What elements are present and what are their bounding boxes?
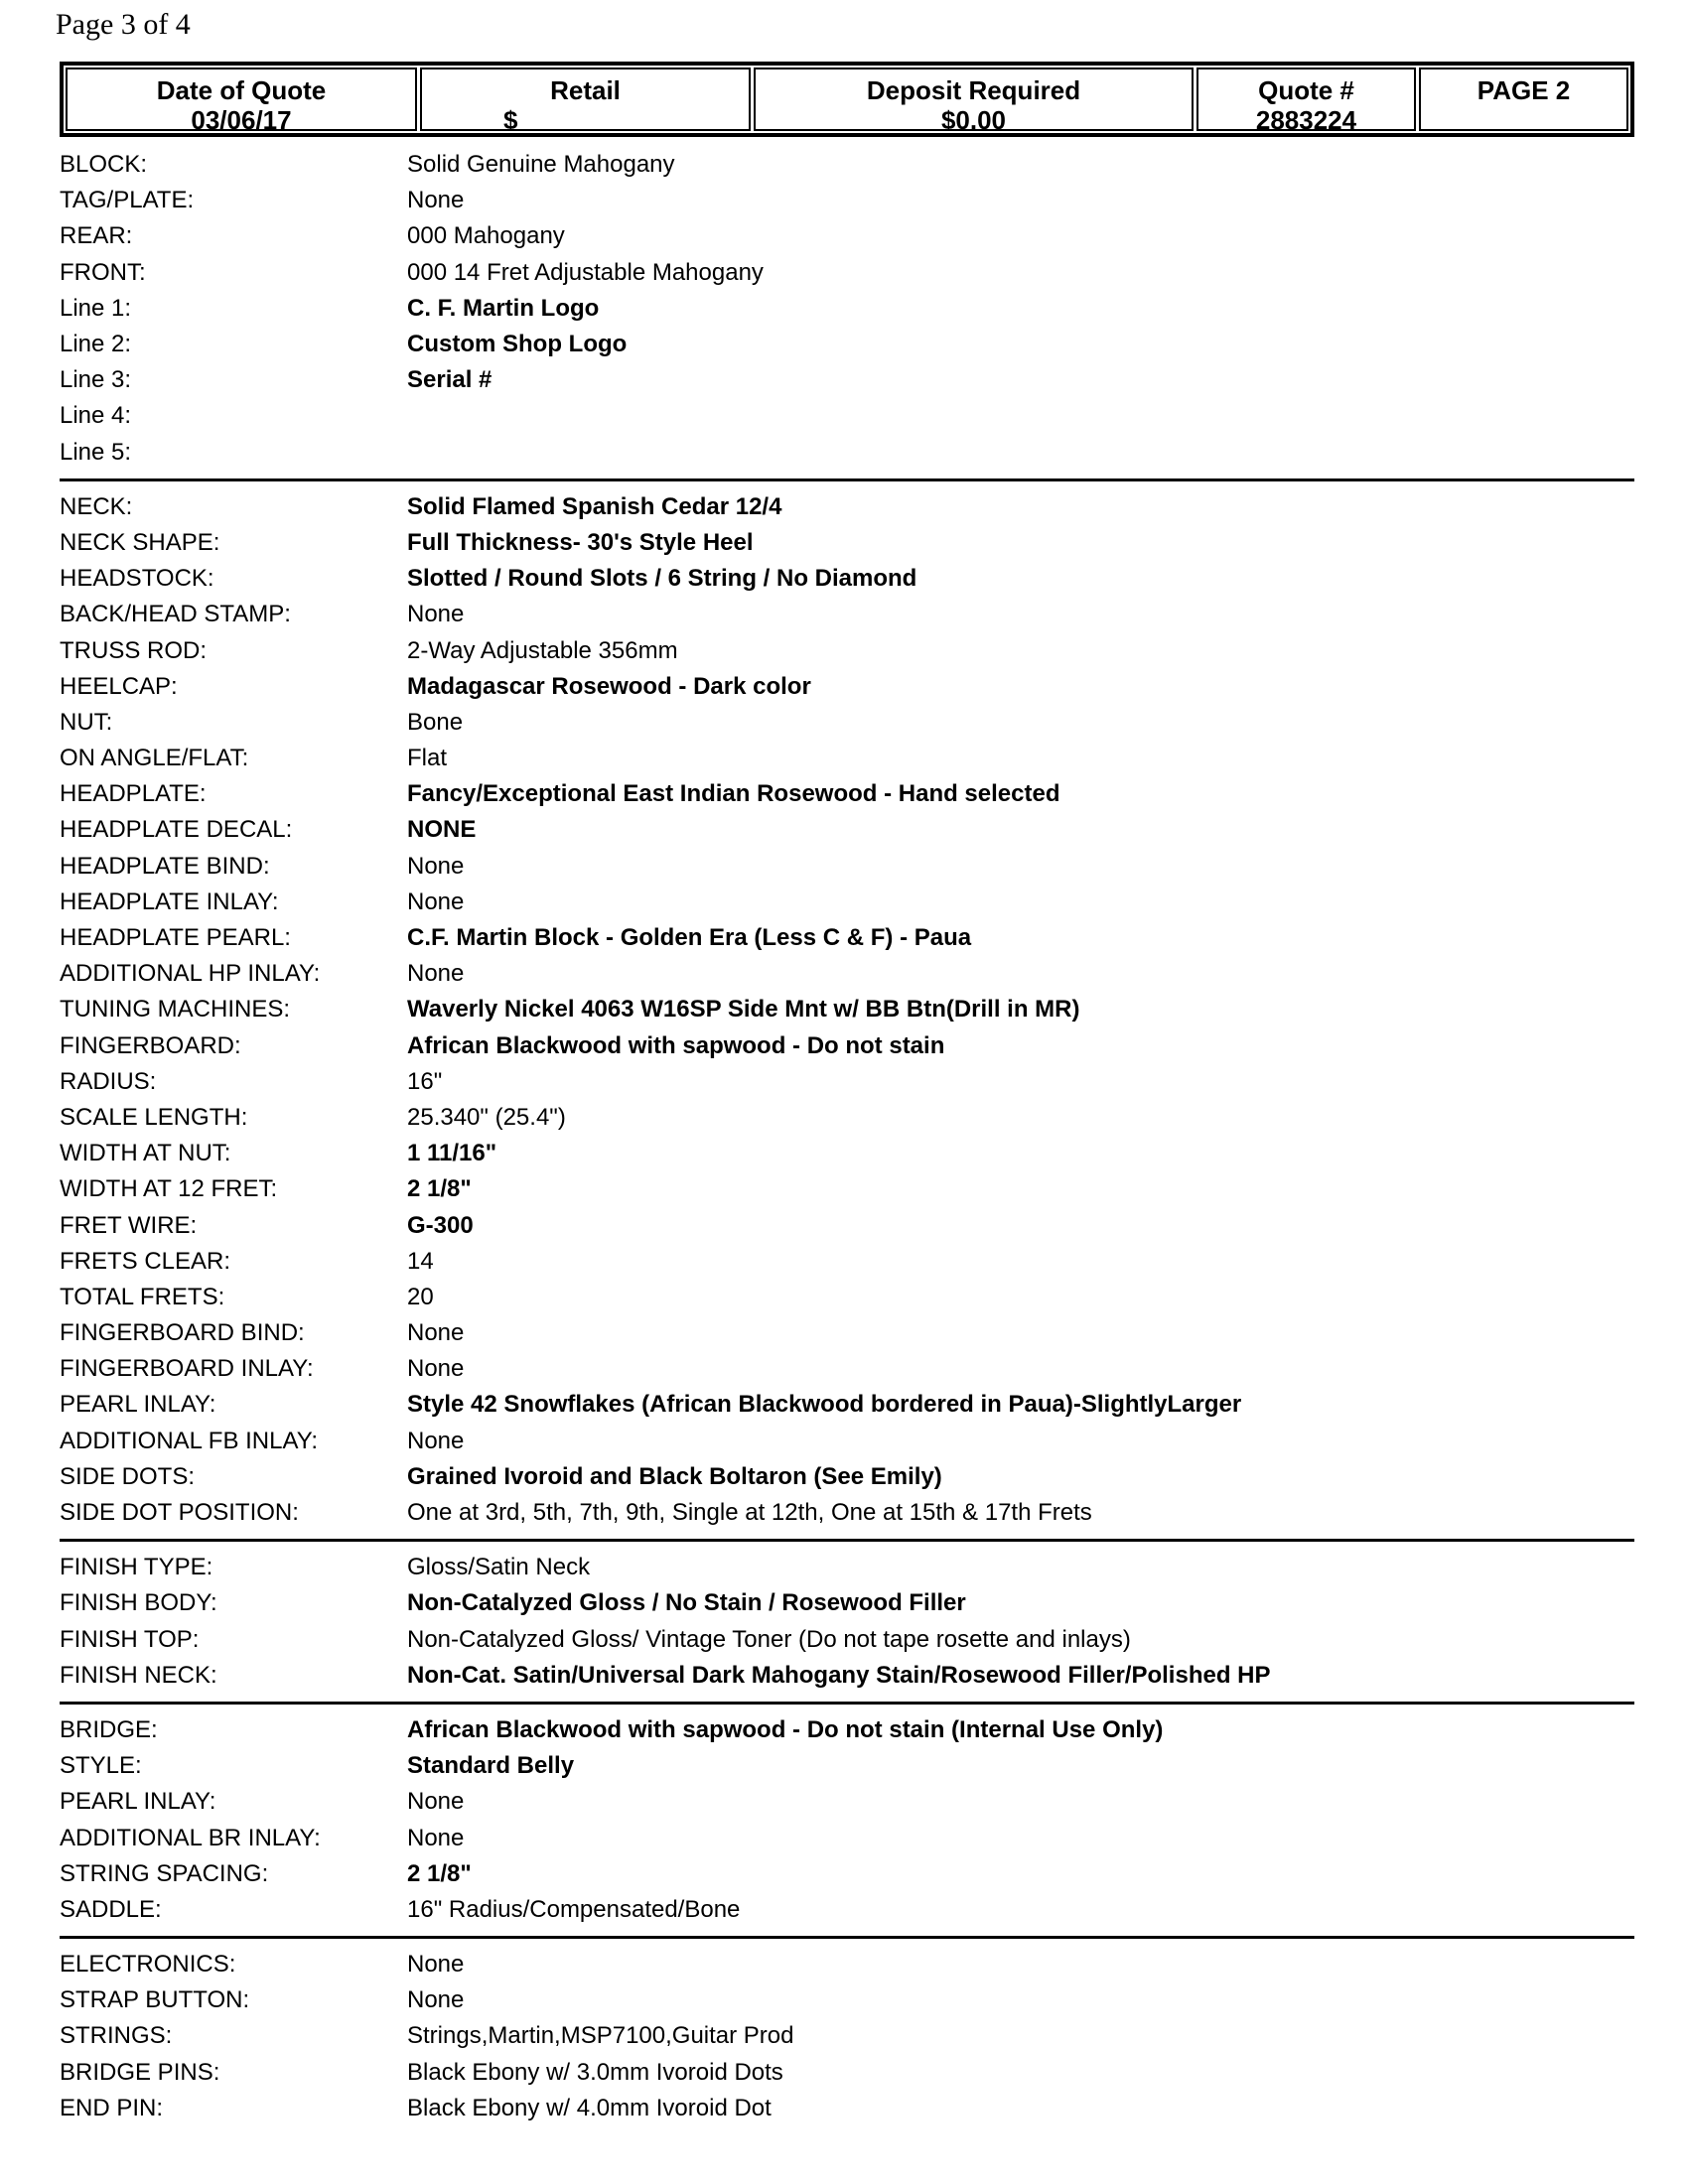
spec-label: FINGERBOARD BIND:: [60, 1319, 305, 1347]
spec-value: 1 11/16": [407, 1140, 497, 1167]
retail-label: Retail: [550, 75, 621, 105]
spec-value: One at 3rd, 5th, 7th, 9th, Single at 12th, One at 15th & 17th Frets: [407, 1499, 1092, 1527]
spec-row: [60, 525, 1634, 561]
spec-value: 2 1/8": [407, 1175, 472, 1203]
spec-row: [60, 1424, 1634, 1459]
spec-label: WIDTH AT 12 FRET:: [60, 1175, 278, 1203]
deposit-required-value: $0.00: [940, 105, 1007, 135]
spec-label: Line 4:: [60, 402, 132, 430]
spec-label: TOTAL FRETS:: [60, 1283, 225, 1310]
spec-label: END PIN:: [60, 2094, 164, 2121]
spec-value: Fancy/Exceptional East Indian Rosewood - Hand selected: [407, 780, 1060, 808]
spec-value: Non-Catalyzed Gloss / No Stain / Rosewood Filler: [407, 1589, 966, 1617]
spec-row: [60, 435, 1634, 471]
spec-row: [60, 561, 1634, 597]
spec-label: BACK/HEAD STAMP:: [60, 601, 291, 628]
spec-row: [60, 776, 1634, 812]
spec-value: Non-Catalyzed Gloss/ Vintage Toner (Do not tape rosette and inlays): [407, 1625, 1131, 1653]
spec-value: Grained Ivoroid and Black Boltaron (See Emily): [407, 1462, 942, 1490]
spec-label: STRINGS:: [60, 2022, 173, 2050]
spec-value: NONE: [407, 816, 477, 844]
spec-label: SCALE LENGTH:: [60, 1103, 248, 1131]
spec-row: [60, 183, 1634, 218]
date-of-quote-label: Date of Quote: [156, 75, 327, 105]
spec-row: [60, 327, 1634, 362]
spec-value: Flat: [407, 745, 448, 772]
spec-label: HEADPLATE PEARL:: [60, 924, 291, 952]
spec-row: [60, 812, 1634, 848]
spec-value: None: [407, 1355, 465, 1383]
spec-row: [60, 1712, 1634, 1748]
spec-row: [60, 1495, 1634, 1531]
spec-label: TAG/PLATE:: [60, 187, 195, 214]
spec-label: FINISH NECK:: [60, 1661, 217, 1689]
spec-row: [60, 1171, 1634, 1207]
spec-label: BLOCK:: [60, 151, 148, 179]
spec-value: 2-Way Adjustable 356mm: [407, 636, 678, 664]
spec-row: [60, 741, 1634, 776]
spec-row: [60, 956, 1634, 992]
spec-label: FINISH TYPE:: [60, 1554, 213, 1581]
spec-row: [60, 255, 1634, 291]
spec-label: Line 2:: [60, 331, 132, 358]
spec-label: FINISH TOP:: [60, 1625, 200, 1653]
spec-value: 16" Radius/Compensated/Bone: [407, 1895, 741, 1923]
spec-value: Custom Shop Logo: [407, 331, 628, 358]
spec-label: STRING SPACING:: [60, 1859, 269, 1887]
spec-row: [60, 2055, 1634, 2091]
spec-value: None: [407, 1319, 465, 1347]
spec-value: Gloss/Satin Neck: [407, 1554, 591, 1581]
spec-row: [60, 597, 1634, 632]
spec-label: TRUSS ROD:: [60, 636, 208, 664]
spec-row: [60, 2018, 1634, 2054]
spec-row: [60, 218, 1634, 254]
spec-row: [60, 1892, 1634, 1928]
spec-row: [60, 1820, 1634, 1855]
spec-row: [60, 849, 1634, 885]
spec-value: 14: [407, 1247, 434, 1275]
spec-label: BRIDGE:: [60, 1715, 158, 1743]
spec-section: [60, 489, 1634, 1542]
spec-label: HEADPLATE BIND:: [60, 852, 270, 880]
spec-row: [60, 992, 1634, 1027]
page-number: Page 3 of 4: [56, 8, 191, 41]
spec-row: [60, 1856, 1634, 1892]
page-label: PAGE 2: [1477, 75, 1571, 105]
spec-label: FRONT:: [60, 258, 146, 286]
spec-label: SIDE DOTS:: [60, 1462, 196, 1490]
spec-row: [60, 1244, 1634, 1280]
spec-row: [60, 291, 1634, 327]
spec-label: FRET WIRE:: [60, 1211, 198, 1239]
spec-row: [60, 1136, 1634, 1171]
spec-label: NECK SHAPE:: [60, 528, 220, 556]
spec-row: [60, 632, 1634, 668]
date-of-quote-cell: [66, 68, 417, 135]
spec-value: None: [407, 1986, 465, 2014]
spec-label: RADIUS:: [60, 1067, 157, 1095]
quote-number-value: 2883224: [1255, 105, 1357, 135]
spec-row: [60, 705, 1634, 741]
spec-value: Bone: [407, 708, 464, 736]
spec-row: [60, 1280, 1634, 1315]
spec-section: [60, 1712, 1634, 1939]
spec-label: REAR:: [60, 222, 133, 250]
spec-label: FINISH BODY:: [60, 1589, 217, 1617]
spec-row: [60, 1784, 1634, 1820]
spec-label: ADDITIONAL FB INLAY:: [60, 1427, 319, 1454]
spec-row: [60, 1315, 1634, 1351]
spec-row: [60, 669, 1634, 705]
spec-label: Line 3:: [60, 366, 132, 394]
deposit-required-cell: [754, 68, 1194, 135]
spec-row: [60, 920, 1634, 956]
spec-row: [60, 1028, 1634, 1064]
spec-label: HEADPLATE:: [60, 780, 207, 808]
spec-row: [60, 1387, 1634, 1423]
spec-row: [60, 398, 1634, 434]
spec-label: PEARL INLAY:: [60, 1391, 216, 1419]
spec-label: TUNING MACHINES:: [60, 996, 291, 1024]
spec-label: FINGERBOARD INLAY:: [60, 1355, 314, 1383]
spec-label: SIDE DOT POSITION:: [60, 1499, 299, 1527]
spec-value: Style 42 Snowflakes (African Blackwood bordered in Paua)-SlightlyLarger: [407, 1391, 1242, 1419]
spec-section: [60, 147, 1634, 481]
spec-label: HEADSTOCK:: [60, 565, 214, 593]
spec-value: Non-Cat. Satin/Universal Dark Mahogany Stain/Rosewood Filler/Polished HP: [407, 1661, 1271, 1689]
spec-value: C.F. Martin Block - Golden Era (Less C & F) - Paua: [407, 924, 972, 952]
spec-value: None: [407, 887, 465, 915]
spec-label: ELECTRONICS:: [60, 1951, 236, 1979]
spec-value: None: [407, 1427, 465, 1454]
spec-sections: [60, 147, 1634, 2142]
spec-value: Serial #: [407, 366, 492, 394]
quote-header-table: [60, 62, 1634, 137]
spec-row: [60, 885, 1634, 920]
spec-label: WIDTH AT NUT:: [60, 1140, 231, 1167]
spec-label: FINGERBOARD:: [60, 1031, 241, 1059]
spec-value: Standard Belly: [407, 1752, 575, 1780]
spec-label: PEARL INLAY:: [60, 1788, 216, 1816]
spec-value: Black Ebony w/ 4.0mm Ivoroid Dot: [407, 2094, 772, 2121]
deposit-required-label: Deposit Required: [866, 75, 1081, 105]
spec-label: SADDLE:: [60, 1895, 162, 1923]
spec-value: None: [407, 601, 465, 628]
spec-row: [60, 1748, 1634, 1784]
spec-value: 16": [407, 1067, 443, 1095]
spec-value: None: [407, 852, 465, 880]
spec-value: 000 Mahogany: [407, 222, 565, 250]
spec-value: None: [407, 187, 465, 214]
spec-value: 20: [407, 1283, 434, 1310]
spec-value: None: [407, 1788, 465, 1816]
spec-row: [60, 1947, 1634, 1982]
spec-value: Waverly Nickel 4063 W16SP Side Mnt w/ BB Btn(Drill in MR): [407, 996, 1080, 1024]
retail-value: $: [503, 105, 518, 135]
spec-label: STYLE:: [60, 1752, 142, 1780]
spec-row: [60, 1351, 1634, 1387]
spec-row: [60, 362, 1634, 398]
spec-label: ON ANGLE/FLAT:: [60, 745, 249, 772]
spec-label: BRIDGE PINS:: [60, 2058, 220, 2086]
quote-number-cell: [1196, 68, 1416, 135]
spec-label: HEELCAP:: [60, 672, 178, 700]
spec-label: Line 5:: [60, 438, 132, 466]
spec-row: [60, 1658, 1634, 1694]
spec-label: STRAP BUTTON:: [60, 1986, 250, 2014]
spec-value: Solid Genuine Mahogany: [407, 151, 675, 179]
spec-label: NUT:: [60, 708, 113, 736]
spec-row: [60, 1550, 1634, 1585]
spec-value: Black Ebony w/ 3.0mm Ivoroid Dots: [407, 2058, 783, 2086]
page-cell: [1419, 68, 1628, 131]
spec-value: 25.340" (25.4"): [407, 1103, 566, 1131]
date-of-quote-value: 03/06/17: [191, 105, 292, 135]
spec-value: G-300: [407, 1211, 474, 1239]
spec-label: HEADPLATE INLAY:: [60, 887, 279, 915]
spec-row: [60, 1585, 1634, 1621]
spec-value: None: [407, 960, 465, 988]
spec-value: C. F. Martin Logo: [407, 294, 600, 322]
spec-value: None: [407, 1824, 465, 1851]
spec-value: 2 1/8": [407, 1859, 472, 1887]
spec-row: [60, 489, 1634, 525]
spec-label: Line 1:: [60, 294, 132, 322]
spec-row: [60, 1982, 1634, 2018]
spec-value: Madagascar Rosewood - Dark color: [407, 672, 811, 700]
spec-row: [60, 2091, 1634, 2126]
retail-cell: [420, 68, 751, 135]
spec-value: African Blackwood with sapwood - Do not stain: [407, 1031, 945, 1059]
spec-row: [60, 1622, 1634, 1658]
spec-value: 000 14 Fret Adjustable Mahogany: [407, 258, 764, 286]
spec-label: ADDITIONAL BR INLAY:: [60, 1824, 321, 1851]
spec-label: NECK:: [60, 492, 133, 520]
spec-value: None: [407, 1951, 465, 1979]
spec-value: Strings,Martin,MSP7100,Guitar Prod: [407, 2022, 794, 2050]
spec-section: [60, 1550, 1634, 1705]
spec-label: HEADPLATE DECAL:: [60, 816, 293, 844]
spec-value: African Blackwood with sapwood - Do not stain (Internal Use Only): [407, 1715, 1164, 1743]
spec-row: [60, 1459, 1634, 1495]
spec-section: [60, 1947, 1634, 2134]
spec-label: ADDITIONAL HP INLAY:: [60, 960, 321, 988]
spec-value: Solid Flamed Spanish Cedar 12/4: [407, 492, 782, 520]
quote-number-label: Quote #: [1258, 75, 1354, 105]
spec-value: Slotted / Round Slots / 6 String / No Diamond: [407, 565, 917, 593]
spec-row: [60, 1064, 1634, 1100]
spec-value: Full Thickness- 30's Style Heel: [407, 528, 754, 556]
spec-row: [60, 1207, 1634, 1243]
spec-row: [60, 1100, 1634, 1136]
spec-row: [60, 147, 1634, 183]
spec-label: FRETS CLEAR:: [60, 1247, 231, 1275]
